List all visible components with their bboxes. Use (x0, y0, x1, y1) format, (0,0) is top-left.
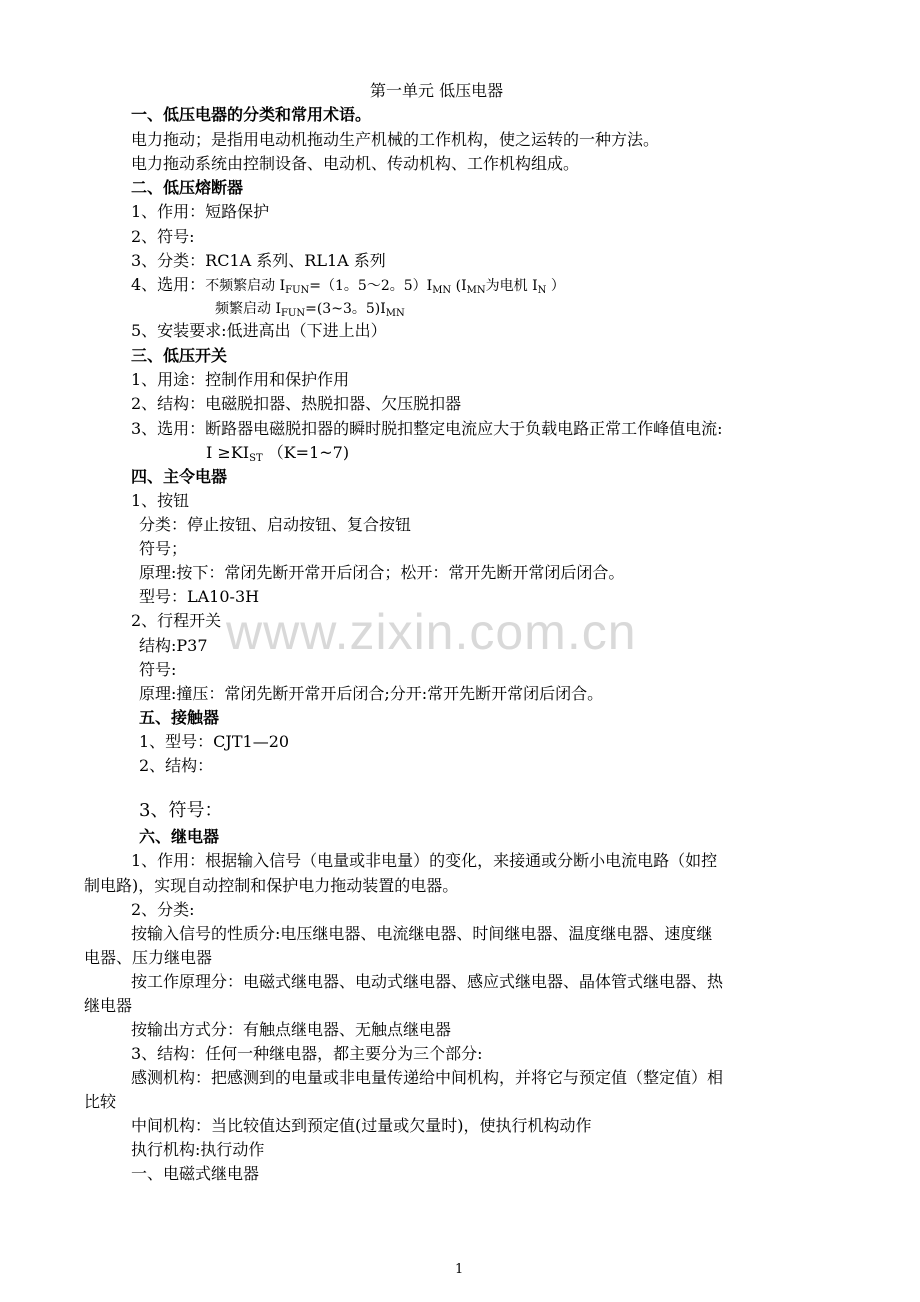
page-title: 第一单元 低压电器 (370, 81, 504, 100)
section-5-heading: 五、接触器 (139, 708, 220, 727)
s6-line-6: 3、结构：任何一种继电器，都主要分为三个部分: (131, 1044, 483, 1063)
s6-p10: 一、电磁式继电器 (131, 1164, 260, 1183)
s4-line-6: 2、行程开关 (131, 611, 222, 630)
s6-p5: 按输出方式分：有触点继电器、无触点继电器 (131, 1020, 452, 1039)
s2-l4-paren: (I (451, 278, 467, 294)
s2-line-2: 2、符号: (131, 227, 195, 246)
s2-line-4 (131, 274, 565, 297)
s6-p1-b: 制电路)，实现自动控制和保护电力拖动装置的电器。 (84, 876, 459, 895)
s3-line-1: 1、用途：控制作用和保护作用 (131, 370, 350, 389)
s6-p1-a: 1、作用：根据输入信号（电量或非电量）的变化，来接通或分断小电流电路（如控 (131, 851, 718, 870)
s2-l4-sub2: MN (432, 285, 452, 296)
s2-l4-motor: 为电机 I (485, 278, 538, 294)
section-6-heading: 六、继电器 (139, 827, 220, 846)
s2-l4-text: 不频繁启动 I (205, 278, 286, 294)
s3-formula-main: I ≥KI (206, 443, 250, 462)
s2-l4-prefix: 4、选用： (131, 275, 206, 294)
s1-paragraph-2: 电力拖动系统由控制设备、电动机、传动机构、工作机构组成。 (131, 154, 580, 173)
s2-l4-close: ） (546, 278, 565, 294)
s6-p7-b: 比较 (84, 1092, 117, 1111)
s4-line-8: 符号: (139, 660, 177, 679)
s6-p8: 中间机构：当比较值达到预定值(过量或欠量时)，使执行机构动作 (131, 1116, 592, 1135)
s4-line-9: 原理:撞压：常闭先断开常开后闭合;分开:常开先断开常闭后闭合。 (139, 684, 604, 703)
s2-l5-range: =(3~3。5)I (305, 301, 386, 317)
s3-line-3: 3、选用：断路器电磁脱扣器的瞬时脱扣整定电流应大于负载电路正常工作峰值电流: (131, 419, 723, 438)
s2-l4-sub1: FUN (285, 285, 310, 296)
s2-l5-text: 频繁启动 I (215, 301, 281, 317)
s2-l5-sub1: FUN (280, 308, 306, 319)
s6-p9: 执行机构:执行动作 (131, 1140, 265, 1159)
s4-line-5: 型号：LA10-3H (139, 587, 260, 606)
s2-l4-sub4: N (537, 285, 547, 296)
s6-line-2: 2、分类: (131, 900, 195, 919)
s2-l4-range: =（1。5～2。5）I (309, 278, 433, 294)
section-1-heading: 一、低压电器的分类和常用术语。 (131, 105, 372, 124)
section-3-heading: 三、低压开关 (131, 346, 228, 365)
s2-line-5 (215, 298, 405, 320)
s6-p3-a: 按输入信号的性质分:电压继电器、电流继电器、时间继电器、温度继电器、速度继 (131, 924, 713, 943)
s2-l5-sub2: MN (385, 308, 405, 319)
s6-p7-a: 感测机构：把感测到的电量或非电量传递给中间机构，并将它与预定值（整定值）相 (131, 1068, 724, 1087)
s5-line-2: 2、结构： (139, 756, 214, 775)
page-number: 1 (455, 1262, 464, 1277)
s4-line-4: 原理:按下：常闭先断开常开后闭合；松开：常开先断开常闭后闭合。 (139, 563, 625, 582)
section-4-heading: 四、主令电器 (131, 467, 228, 486)
s2-l4-sub3: MN (466, 285, 486, 296)
s6-p4-b: 继电器 (84, 996, 133, 1015)
s4-line-1: 1、按钮 (131, 491, 190, 510)
s3-line-2: 2、结构：电磁脱扣器、热脱扣器、欠压脱扣器 (131, 394, 462, 413)
s3-formula (206, 442, 349, 464)
s6-p3-b: 电器、压力继电器 (84, 948, 213, 967)
s3-formula-k: （K=1~7) (262, 443, 350, 462)
s4-line-3: 符号； (139, 539, 188, 558)
s6-p4-a: 按工作原理分：电磁式继电器、电动式继电器、感应式继电器、晶体管式继电器、热 (131, 972, 724, 991)
s1-paragraph-1: 电力拖动；是指用电动机拖动生产机械的工作机构，使之运转的一种方法。 (131, 130, 660, 149)
s5-line-3: 3、符号： (139, 800, 223, 821)
s4-line-7: 结构:P37 (139, 636, 208, 655)
s2-line-1: 1、作用：短路保护 (131, 202, 270, 221)
s3-formula-sub: ST (249, 453, 263, 464)
s2-line-6: 5、安装要求:低进高出（下进上出） (131, 321, 387, 340)
section-2-heading: 二、低压熔断器 (131, 178, 244, 197)
s2-line-3: 3、分类：RC1A 系列、RL1A 系列 (131, 251, 386, 270)
watermark: www.zixin.com.cn (226, 604, 637, 660)
s4-line-2: 分类：停止按钮、启动按钮、复合按钮 (139, 515, 412, 534)
s5-line-1: 1、型号：CJT1—20 (139, 732, 290, 751)
